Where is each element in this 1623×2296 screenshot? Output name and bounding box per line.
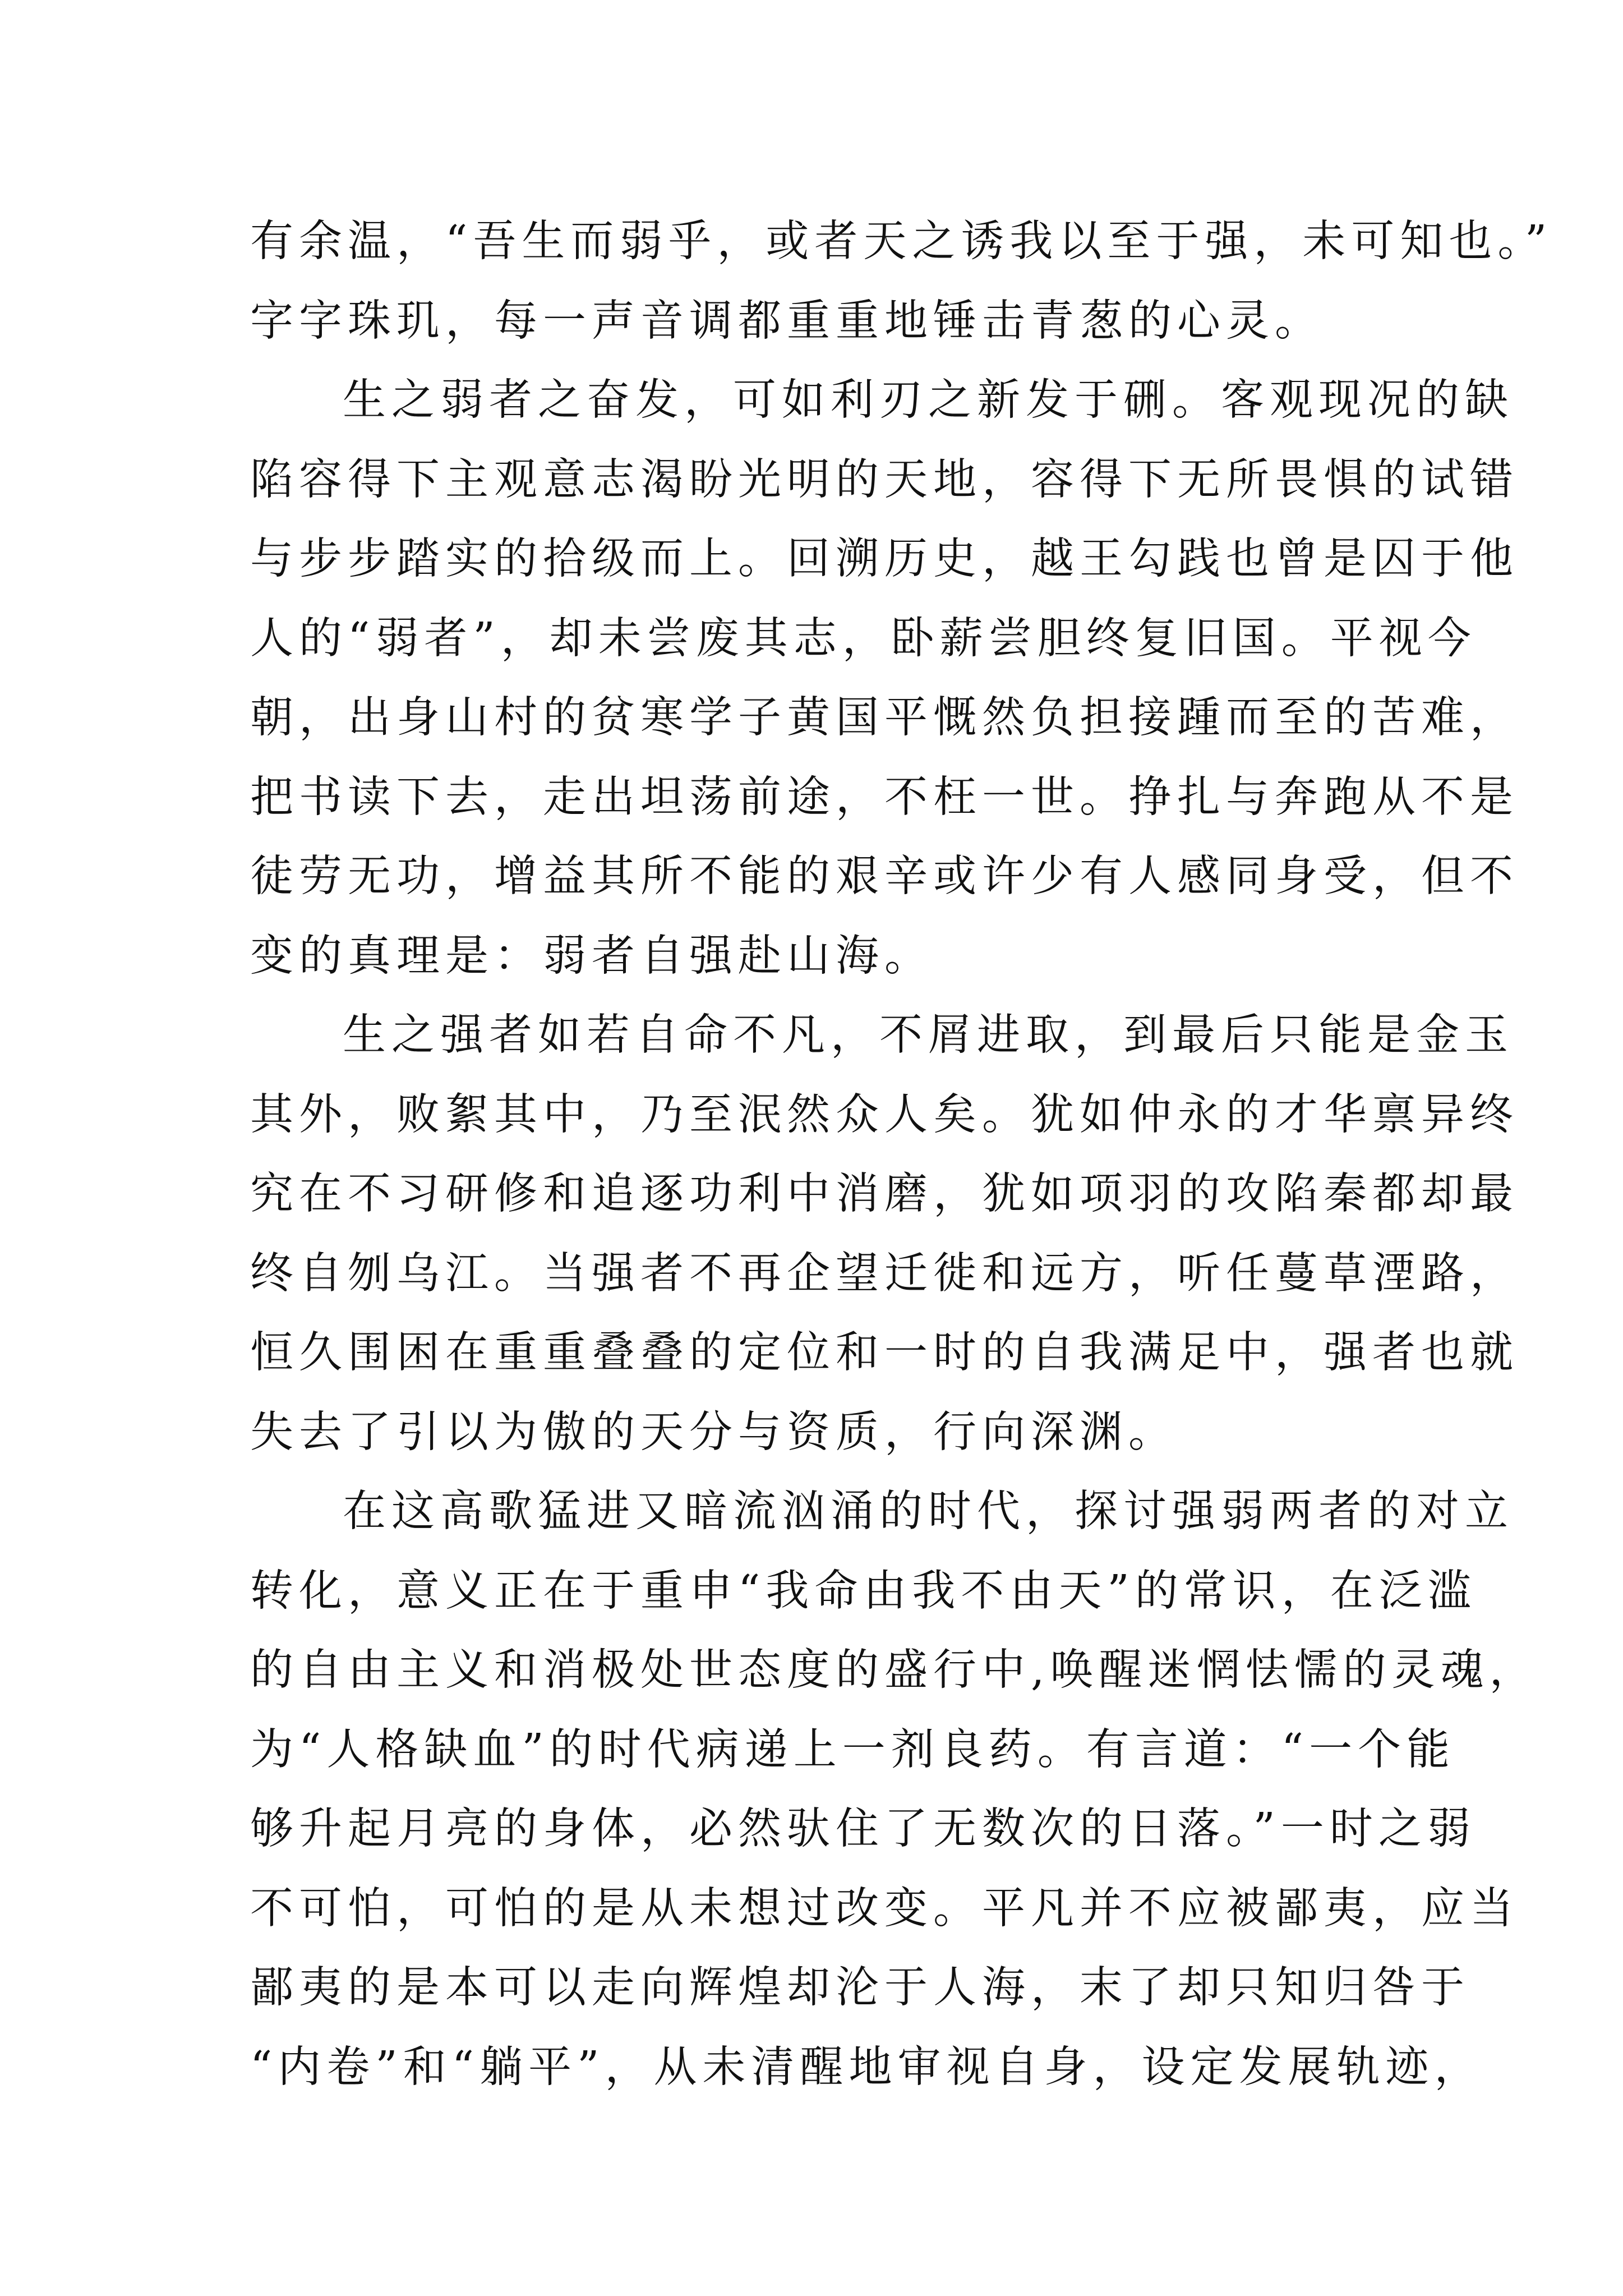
text-line: 究在不习研修和追逐功利中消磨，犹如项羽的攻陷秦都却最 — [250, 1169, 1519, 1219]
text-line: 朝，出身山村的贫寒学子黄国平慨然负担接踵而至的苦难， — [250, 693, 1519, 743]
text-line: 变的真理是：弱者自强赴山海。 — [250, 931, 933, 981]
text-line: “内卷”和“躺平”，从未清醒地审视自身，设定发展轨迹， — [250, 2042, 1483, 2092]
text-line: 与步步踏实的拾级而上。回溯历史，越王勾践也曾是囚于他 — [250, 534, 1519, 584]
text-line: 的自由主义和消极处世态度的盛行中,唤醒迷惘怯懦的灵魂， — [250, 1645, 1538, 1695]
paragraph-start-line: 在这高歌猛进又暗流汹涌的时代，探讨强弱两者的对立 — [343, 1487, 1514, 1536]
text-line: 失去了引以为傲的天分与资质，行向深渊。 — [250, 1407, 1177, 1457]
text-line: 把书读下去，走出坦荡前途，不枉一世。挣扎与奔跑从不是 — [250, 772, 1519, 822]
text-line: 不可怕，可怕的是从未想过改变。平凡并不应被鄙夷，应当 — [250, 1883, 1519, 1934]
text-line: 为“人格缺血”的时代病递上一剂良药。有言道：“一个能 — [250, 1724, 1456, 1775]
text-line: 人的“弱者”，却未尝废其志，卧薪尝胆终复旧国。平视今 — [250, 613, 1477, 664]
paragraph-start-line: 生之强者如若自命不凡，不屑进取，到最后只能是金玉 — [343, 1010, 1514, 1060]
text-line: 转化，意义正在于重申“我命由我不由天”的常识，在泛滥 — [250, 1566, 1477, 1616]
paragraph-start-line: 生之弱者之奋发，可如利刃之新发于硎。客观现况的缺 — [343, 375, 1514, 425]
text-line: 恒久围困在重重叠叠的定位和一时的自我满足中，强者也就 — [250, 1328, 1519, 1378]
text-line: 陷容得下主观意志渴盼光明的天地，容得下无所畏惧的试错 — [250, 454, 1519, 505]
essay-body — [250, 202, 1553, 2107]
text-line: 够升起月亮的身体，必然驮住了无数次的日落。”一时之弱 — [250, 1804, 1476, 1854]
text-line: 终自刎乌江。当强者不再企望迁徙和远方，听任蔓草湮路， — [250, 1248, 1519, 1299]
text-line: 字字珠玑，每一声音调都重重地锤击青葱的心灵。 — [250, 296, 1324, 346]
text-line: 徒劳无功，增益其所不能的艰辛或许少有人感同身受，但不 — [250, 852, 1519, 901]
text-line: 其外，败絮其中，乃至泯然众人矣。犹如仲永的才华禀异终 — [250, 1089, 1519, 1140]
text-line: 有余温，“吾生而弱乎，或者天之诱我以至于强，未可知也。” — [250, 217, 1553, 266]
text-line: 鄙夷的是本可以走向辉煌却沦于人海，末了却只知归咎于 — [250, 1963, 1470, 2013]
